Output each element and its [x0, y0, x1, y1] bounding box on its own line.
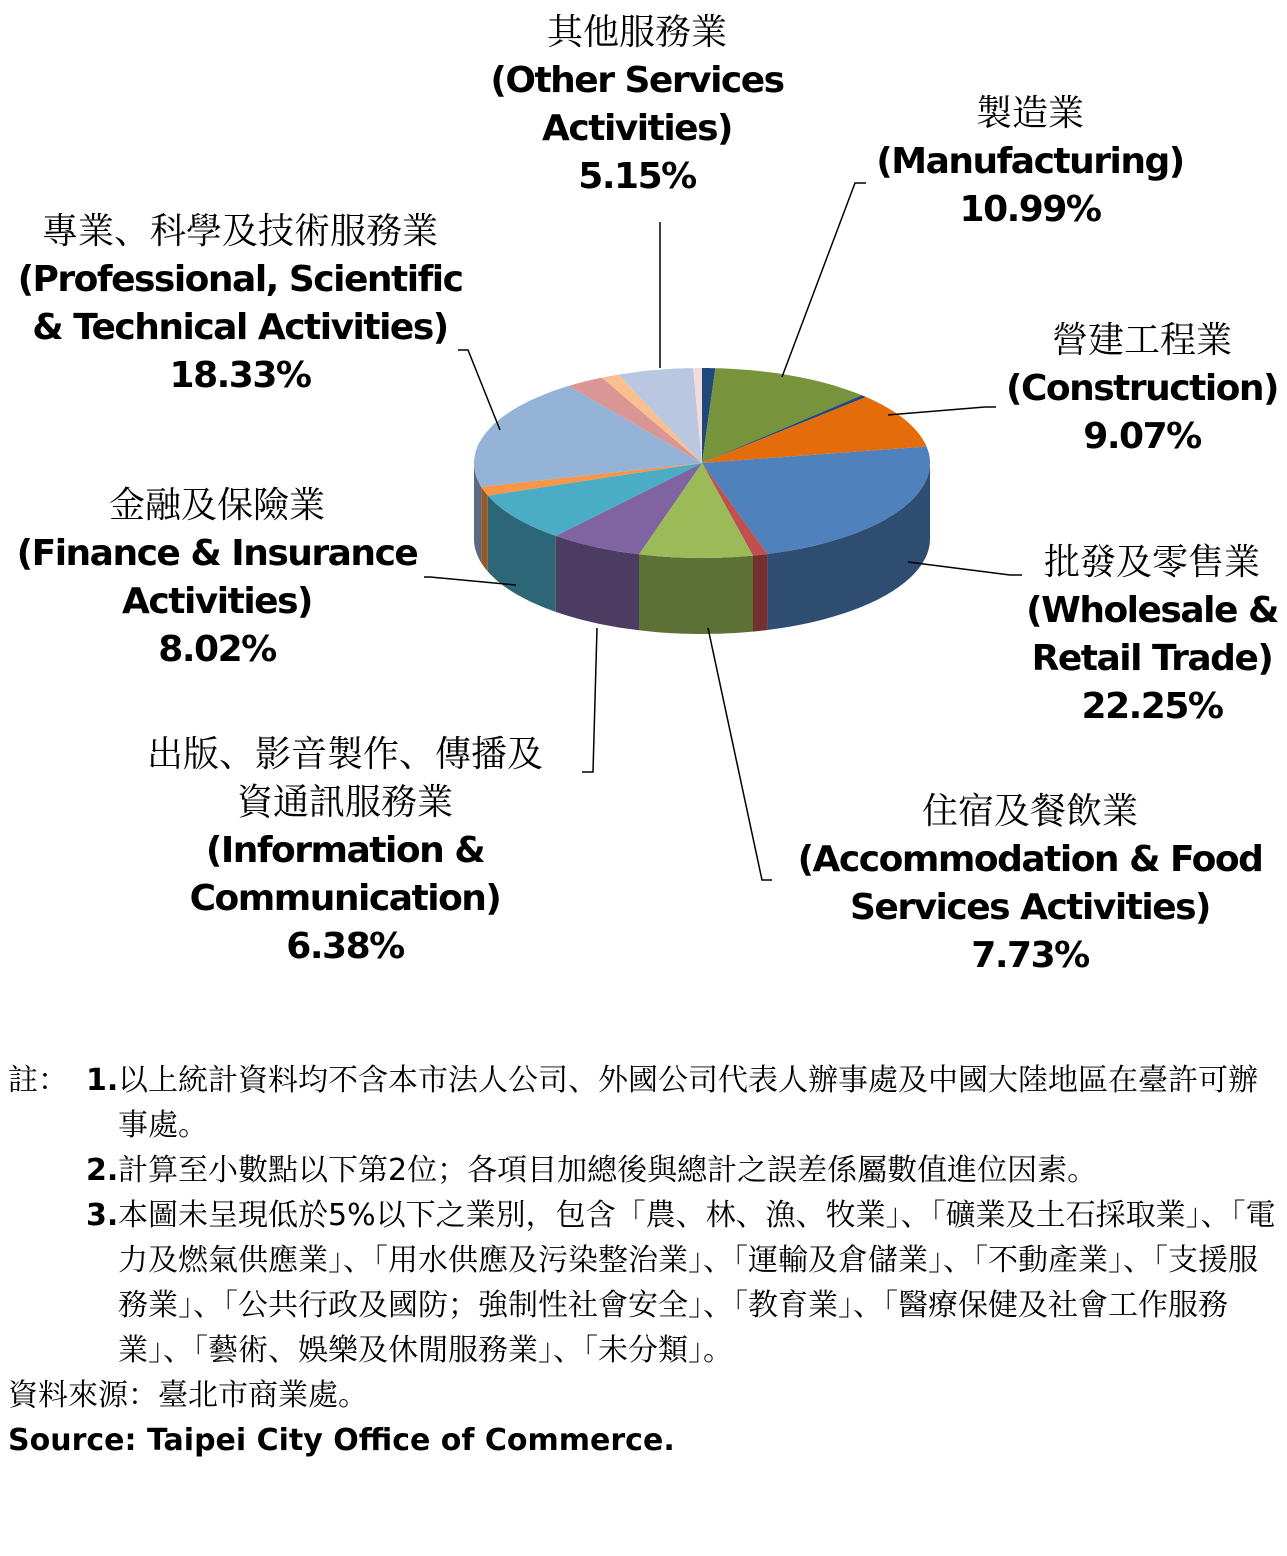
leader-line-6: [458, 350, 500, 430]
pie-side-9: [481, 487, 488, 572]
pie-tops: [474, 368, 930, 558]
label-4-en-0: (Information &: [205, 830, 485, 871]
note-3-number: 3.: [86, 1198, 119, 1233]
label-0-zh-0: 製造業: [975, 93, 1085, 134]
label-0-en-0: (Manufacturing): [876, 141, 1184, 182]
label-3-value: 7.73%: [971, 935, 1089, 976]
label-7-zh-0: 其他服務業: [546, 12, 728, 53]
leader-line-4: [582, 628, 597, 772]
label-7-en-1: Activities): [542, 108, 732, 149]
leader-line-0: [782, 183, 866, 377]
leader-line-3: [708, 628, 772, 880]
label-5-en-1: Activities): [122, 581, 312, 622]
label-1-value: 9.07%: [1083, 416, 1201, 457]
note-1: [8, 1058, 1283, 1148]
label-3-en-1: Services Activities): [849, 887, 1211, 928]
leader-line-1: [888, 407, 996, 415]
label-5-value: 8.02%: [158, 629, 276, 670]
notes-prefix: 註：: [8, 1063, 68, 1098]
label-4-zh-1: 資通訊服務業: [236, 782, 454, 823]
note-2-text: 計算至小數點以下第2位；各項目加總後與總計之誤差係屬數值進位因素。: [118, 1153, 1098, 1188]
label-2-zh-0: 批發及零售業: [1043, 542, 1261, 583]
note-2: [8, 1148, 1283, 1193]
note-3-text: 本圖未呈現低於5%以下之業別，包含「農、林、漁、牧業」、「礦業及土石採取業」、「電力及燃氣供應業」、「用水供應及污染整治業」、「運輸及倉儲業」、「不動產業」、「支援服務業」、「公共行政及國防；強制性社會安全」、「教育業」、「醫療保健及社會工作服務業」、「藝術、娛樂及休閒服務業」、「未分類」。: [118, 1198, 1276, 1368]
label-2-en-0: (Wholesale &: [1026, 590, 1278, 631]
note-2-number: 2.: [86, 1153, 119, 1188]
label-2-value: 22.25%: [1081, 686, 1223, 727]
label-4-zh-0: 出版、影音製作、傳播及: [146, 734, 544, 775]
label-0-value: 10.99%: [959, 189, 1101, 230]
notes-section: [8, 1058, 1283, 1463]
label-6-en-0: (Professional, Scientific: [17, 259, 463, 300]
label-1-en-0: (Construction): [1006, 368, 1278, 409]
label-5-en-0: (Finance & Insurance: [16, 533, 418, 574]
pie-side-6: [639, 554, 753, 634]
note-1-number: 1.: [86, 1063, 119, 1098]
label-7-en-0: (Other Services: [490, 60, 784, 101]
source-en: Source: Taipei City Office of Commerce.: [8, 1423, 675, 1458]
label-6-value: 18.33%: [169, 355, 311, 396]
label-7-value: 5.15%: [578, 156, 696, 197]
pie-side-5: [753, 554, 767, 632]
leader-line-2: [908, 562, 1022, 575]
source-zh: 資料來源：臺北市商業處。: [8, 1378, 368, 1413]
note-3: [8, 1193, 1283, 1373]
label-6-en-1: & Technical Activities): [32, 307, 448, 348]
label-4-value: 6.38%: [286, 926, 404, 967]
label-3-en-0: (Accommodation & Food: [797, 839, 1263, 880]
label-2-en-1: Retail Trade): [1031, 638, 1273, 679]
label-4-en-1: Communication): [189, 878, 501, 919]
label-1-zh-0: 營建工程業: [1051, 320, 1233, 361]
note-1-text: 以上統計資料均不含本市法人公司、外國公司代表人辦事處及中國大陸地區在臺許可辦事處。: [118, 1063, 1258, 1143]
label-5-zh-0: 金融及保險業: [108, 485, 326, 526]
label-6-zh-0: 專業、科學及技術服務業: [41, 211, 439, 252]
label-3-zh-0: 住宿及餐飲業: [921, 791, 1139, 832]
